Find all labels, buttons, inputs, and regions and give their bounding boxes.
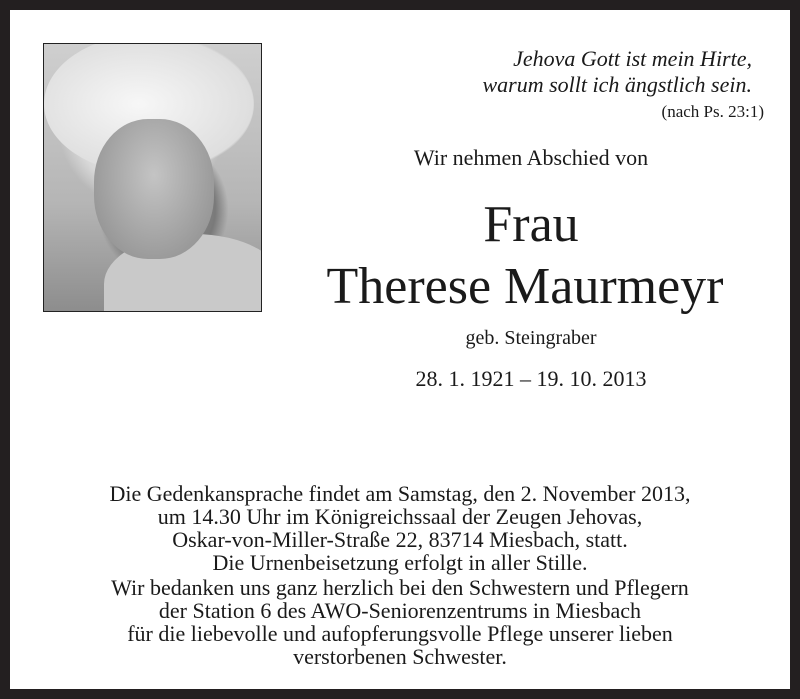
deceased-name: Therese Maurmeyr [326,258,724,315]
service-line: Oskar-von-Miller-Straße 22, 83714 Miesbach, statt. [172,527,628,552]
thanks-line: der Station 6 des AWO-Seniorenzentrums in Miesbach [158,598,642,623]
deceased-title: Frau [483,196,579,253]
verse-line-1: Jehova Gott ist mein Hirte, [513,46,752,71]
thanks-text [10,576,790,668]
thanks-line: Wir bedanken uns ganz herzlich bei den Schwestern und Pflegern [111,575,689,600]
service-line: Die Urnenbeisetzung erfolgt in aller Stille. [212,550,588,575]
thanks-line: für die liebevolle und aufopferungsvolle Pflege unserer lieben [127,621,673,646]
portrait-photo [43,43,262,312]
service-info [10,482,790,574]
intro-text: Wir nehmen Abschied von [413,145,649,170]
bible-verse [483,46,753,98]
photo-face [94,119,214,259]
service-line: um 14.30 Uhr im Königreichssaal der Zeugen Jehovas, [157,504,643,529]
birth-name: geb. Steingraber [465,327,597,349]
verse-reference: (nach Ps. 23:1) [661,102,764,121]
verse-line-2: warum sollt ich ängstlich sein. [482,72,752,97]
obituary-card [10,10,790,689]
thanks-line: verstorbenen Schwester. [293,644,507,669]
life-dates: 28. 1. 1921 – 19. 10. 2013 [415,366,647,391]
service-line: Die Gedenkansprache findet am Samstag, den 2. November 2013, [109,481,691,506]
